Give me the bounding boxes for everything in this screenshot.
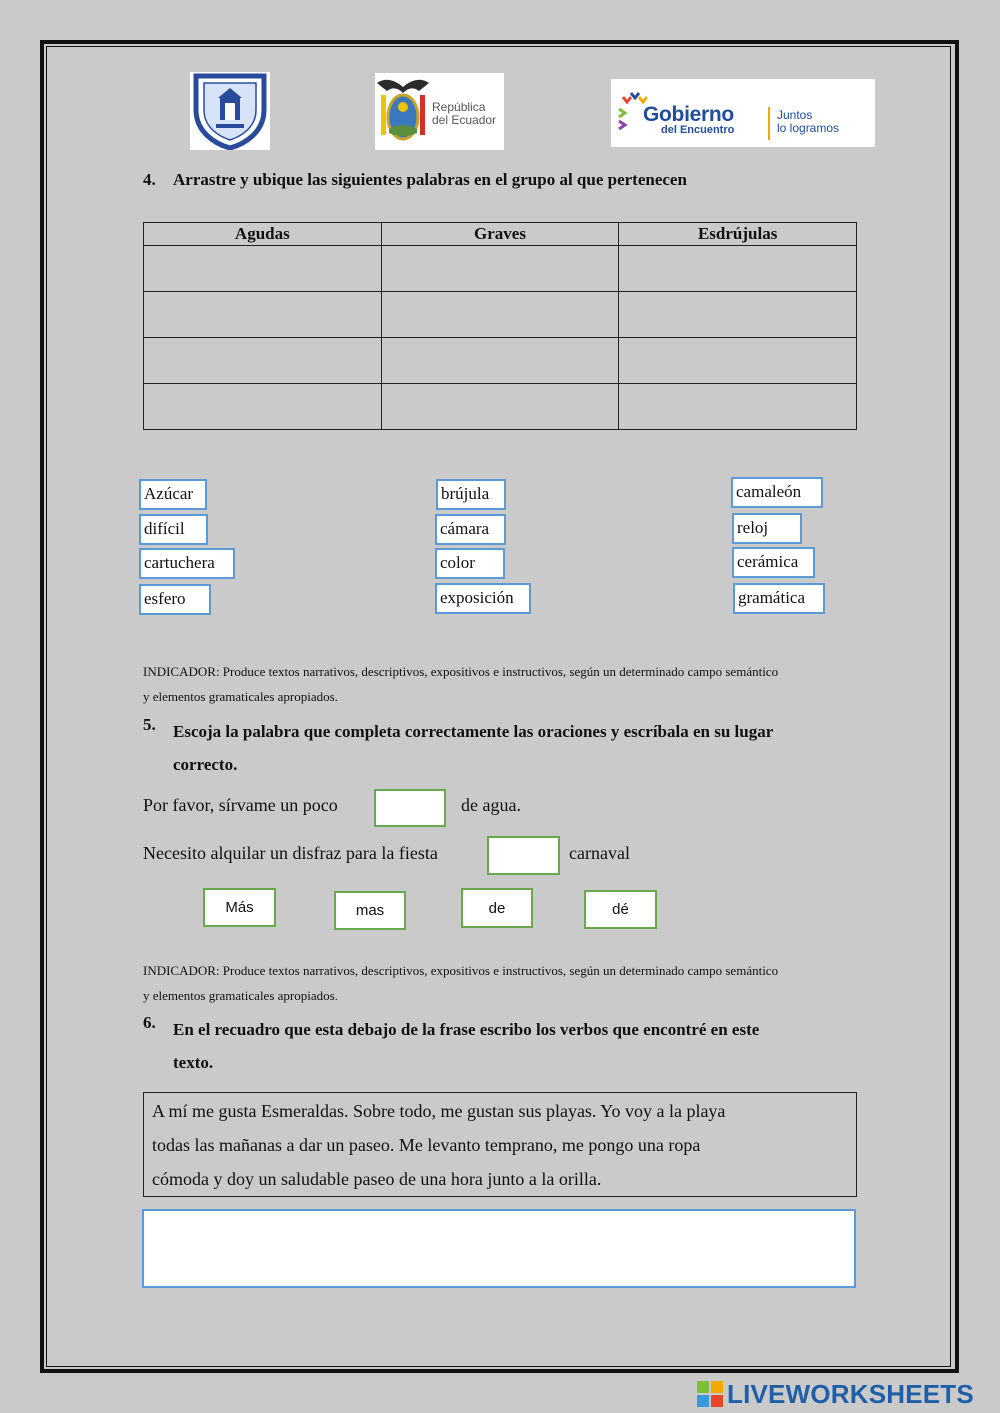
liveworksheets-grid-icon	[697, 1381, 723, 1407]
gobierno-text: Gobierno	[643, 103, 734, 126]
ecuador-coat-of-arms-icon	[375, 73, 431, 150]
q4-instruction: Arrastre y ubique las siguientes palabras en el grupo al que pertenecen	[173, 170, 687, 189]
choice-mas-accent[interactable]: Más	[203, 888, 276, 927]
logo-separator	[768, 107, 770, 140]
draggable-word[interactable]: cartuchera	[139, 548, 235, 579]
indicator-text: INDICADOR: Produce textos narrativos, descriptivos, expositivos e instructivos, según un determinado campo semántico y elementos gramaticales apropiados.	[143, 963, 779, 1003]
reading-passage: A mí me gusta Esmeraldas. Sobre todo, me gustan sus playas. Yo voy a la playa todas las mañanas a dar un paseo. Me levanto temprano, me pongo una ropa cómoda y doy un saludable paseo de una hora junto a la orilla.	[143, 1092, 857, 1197]
draggable-word[interactable]: Azúcar	[139, 479, 207, 510]
classification-table	[143, 222, 857, 430]
header-graves: Graves	[381, 223, 619, 246]
header-agudas: Agudas	[144, 223, 382, 246]
answer-blank-1[interactable]	[374, 789, 446, 827]
draggable-word[interactable]: cerámica	[732, 547, 815, 578]
drop-cell[interactable]	[619, 384, 857, 430]
answer-blank-2[interactable]	[487, 836, 560, 875]
choice-de[interactable]: de	[461, 888, 533, 928]
draggable-word[interactable]: esfero	[139, 584, 211, 615]
school-crest-logo	[190, 72, 270, 150]
draggable-word[interactable]: reloj	[732, 513, 802, 544]
draggable-word[interactable]: color	[435, 548, 505, 579]
draggable-word[interactable]: exposición	[435, 583, 531, 614]
gobierno-encuentro-logo	[611, 79, 875, 147]
drop-cell[interactable]	[144, 338, 382, 384]
encuentro-text: del Encuentro	[661, 124, 735, 136]
draggable-word[interactable]: gramática	[733, 583, 825, 614]
choice-de-accent[interactable]: dé	[584, 890, 657, 929]
choice-mas[interactable]: mas	[334, 891, 406, 930]
liveworksheets-brand-text: LIVEWORKSHEETS	[727, 1378, 974, 1409]
drop-cell[interactable]	[381, 292, 619, 338]
q5-number: 5.	[143, 715, 156, 734]
drop-cell[interactable]	[144, 292, 382, 338]
drop-cell[interactable]	[144, 246, 382, 292]
drop-cell[interactable]	[381, 384, 619, 430]
q5-instruction: Escoja la palabra que completa correctamente las oraciones y escríbala en su lugar correcto.	[173, 722, 774, 774]
draggable-word[interactable]: camaleón	[731, 477, 823, 508]
indicator-text: INDICADOR: Produce textos narrativos, descriptivos, expositivos e instructivos, según un determinado campo semántico y elementos gramaticales apropiados.	[143, 664, 779, 704]
drop-cell[interactable]	[144, 384, 382, 430]
drop-cell[interactable]	[381, 246, 619, 292]
drop-cell[interactable]	[619, 246, 857, 292]
sentence-2-start: Necesito alquilar un disfraz para la fiesta	[143, 843, 438, 863]
q6-instruction: En el recuadro que esta debajo de la frase escribo los verbos que encontré en este texto.	[173, 1020, 760, 1072]
republica-text: República del Ecuador	[432, 100, 497, 127]
school-shield-icon	[190, 72, 270, 150]
draggable-word[interactable]: difícil	[139, 514, 208, 545]
republica-ecuador-logo	[375, 73, 504, 150]
draggable-word[interactable]: cámara	[435, 514, 506, 545]
drop-cell[interactable]	[619, 338, 857, 384]
verbs-answer-field[interactable]	[142, 1209, 856, 1288]
draggable-word[interactable]: brújula	[436, 479, 506, 510]
q4-number: 4.	[143, 170, 156, 189]
drop-cell[interactable]	[381, 338, 619, 384]
slogan-text: Juntos lo logramos	[777, 108, 840, 135]
q6-number: 6.	[143, 1013, 156, 1032]
sentence-2-end: carnaval	[569, 843, 630, 863]
drop-cell[interactable]	[619, 292, 857, 338]
header-esdrujulas: Esdrújulas	[619, 223, 857, 246]
liveworksheets-logo	[697, 1377, 974, 1411]
sentence-1-start: Por favor, sírvame un poco	[143, 795, 338, 815]
sentence-1-end: de agua.	[461, 795, 521, 815]
